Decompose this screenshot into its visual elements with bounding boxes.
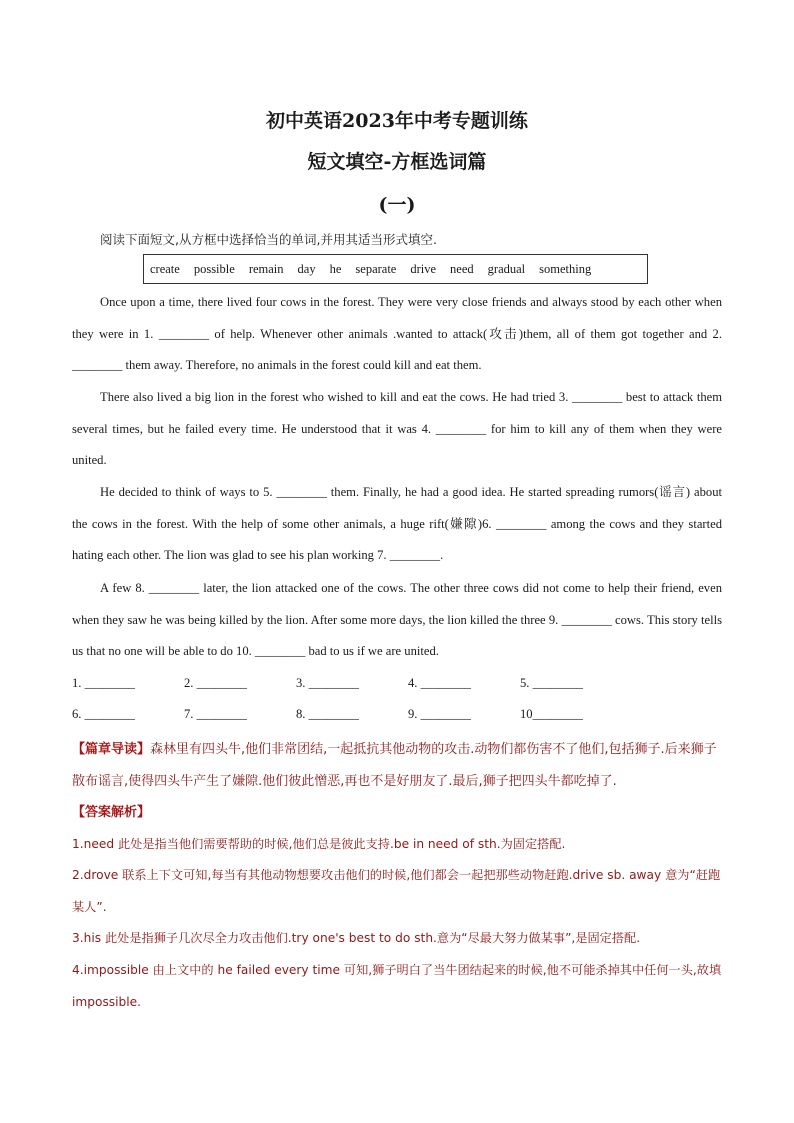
answer-blank[interactable]: 5. ________ [520, 676, 583, 690]
analysis-heading-text: 【答案解析】 [72, 805, 151, 820]
answer-blank[interactable]: 7. ________ [184, 707, 247, 721]
passage-paragraph-4: A few 8. ________ later, the lion attacked one of the cows. The other three cows did not come to help their friend, even when they saw he was being killed by the lion. After some more days, the lion killed the three 9. ________ cows. This story tells us that no one will be able to do 10. ________ bad to us if we are united. [72, 581, 722, 659]
passage-paragraph-3: He decided to think of ways to 5. ________ them. Finally, he had a good idea. He started spreading rumors(谣言) about the cows in the forest. With the help of some other animals, a huge rift(嫌隙)6. ________ among the cows and they started hating each other. The lion was glad to see his plan working 7. ________. [72, 485, 722, 563]
answer-blank[interactable]: 9. ________ [408, 707, 471, 721]
analysis-item-4: 4.impossible 由上文中的 he failed every time 可知,狮子明白了当牛团结起来的时候,他不可能杀掉其中任何一头,故填 impossible. [72, 963, 722, 1009]
answer-blank[interactable]: 4. ________ [408, 676, 471, 690]
answer-row-2 [72, 707, 722, 722]
word-box [143, 254, 648, 284]
analysis-item-2: 2.drove 联系上下文可知,每当有其他动物想要攻击他们的时候,他们都会一起把那些动物赶跑.drive sb. away 意为“赶跑某人”. [72, 868, 721, 914]
analysis-heading [72, 797, 727, 829]
word-box-item: he [329, 261, 342, 276]
passage-paragraph-1: Once upon a time, there lived four cows in the forest. They were very close friends and always stood by each other when they were in 1. ________ of help. Whenever other animals .wanted to attack(攻击)them, all of them got together and 2. ________ them away. Therefore, no animals in the forest could kill and eat them. [72, 295, 722, 373]
answer-blank[interactable]: 10________ [520, 707, 583, 721]
word-box-item: gradual [487, 261, 526, 276]
answer-blank[interactable]: 8. ________ [296, 707, 359, 721]
word-box-item: drive [410, 261, 437, 276]
word-box-item: create [150, 261, 180, 276]
instruction: 阅读下面短文,从方框中选择恰当的单词,并用其适当形式填空. [100, 232, 437, 247]
word-box-item: day [297, 261, 316, 276]
passage-paragraph-2: There also lived a big lion in the forest who wished to kill and eat the cows. He had tried 3. ________ best to attack them several times, but he failed every time. He understood that it was 4. ________ for him to kill any of them when they were united. [72, 390, 722, 468]
analysis-item-3: 3.his 此处是指狮子几次尽全力攻击他们.try one's best to do sth.意为“尽最大努力做某事”,是固定搭配. [72, 931, 641, 945]
answer-blank[interactable]: 3. ________ [296, 676, 359, 690]
guide-heading: 【篇章导读】 [72, 742, 151, 757]
word-box-item: possible [193, 261, 235, 276]
doc-subtitle: 短文填空-方框选词篇 [307, 151, 487, 173]
word-box-item: separate [355, 261, 397, 276]
word-box-item: something [539, 261, 592, 276]
answer-row-1 [72, 676, 722, 691]
answer-blank[interactable]: 2. ________ [184, 676, 247, 690]
guide-text: 森林里有四头牛,他们非常团结,一起抵抗其他动物的攻击.动物们都伤害不了他们,包括狮子.后来狮子散布谣言,使得四头牛产生了嫌隙.他们彼此憎恶,再也不是好朋友了.最后,狮子把四头牛都吃掉了. [72, 742, 717, 789]
answer-blank[interactable]: 6. ________ [72, 707, 135, 721]
answer-blank[interactable]: 1. ________ [72, 676, 135, 690]
passage-guide [72, 734, 727, 797]
word-box-item: need [450, 261, 474, 276]
doc-title: 初中英语2023年中考专题训练 [266, 110, 528, 132]
section-number: (一) [378, 194, 416, 216]
word-box-item: remain [248, 261, 284, 276]
analysis-item-1: 1.need 此处是指当他们需要帮助的时候,他们总是彼此支持.be in need of sth.为固定搭配. [72, 837, 566, 851]
